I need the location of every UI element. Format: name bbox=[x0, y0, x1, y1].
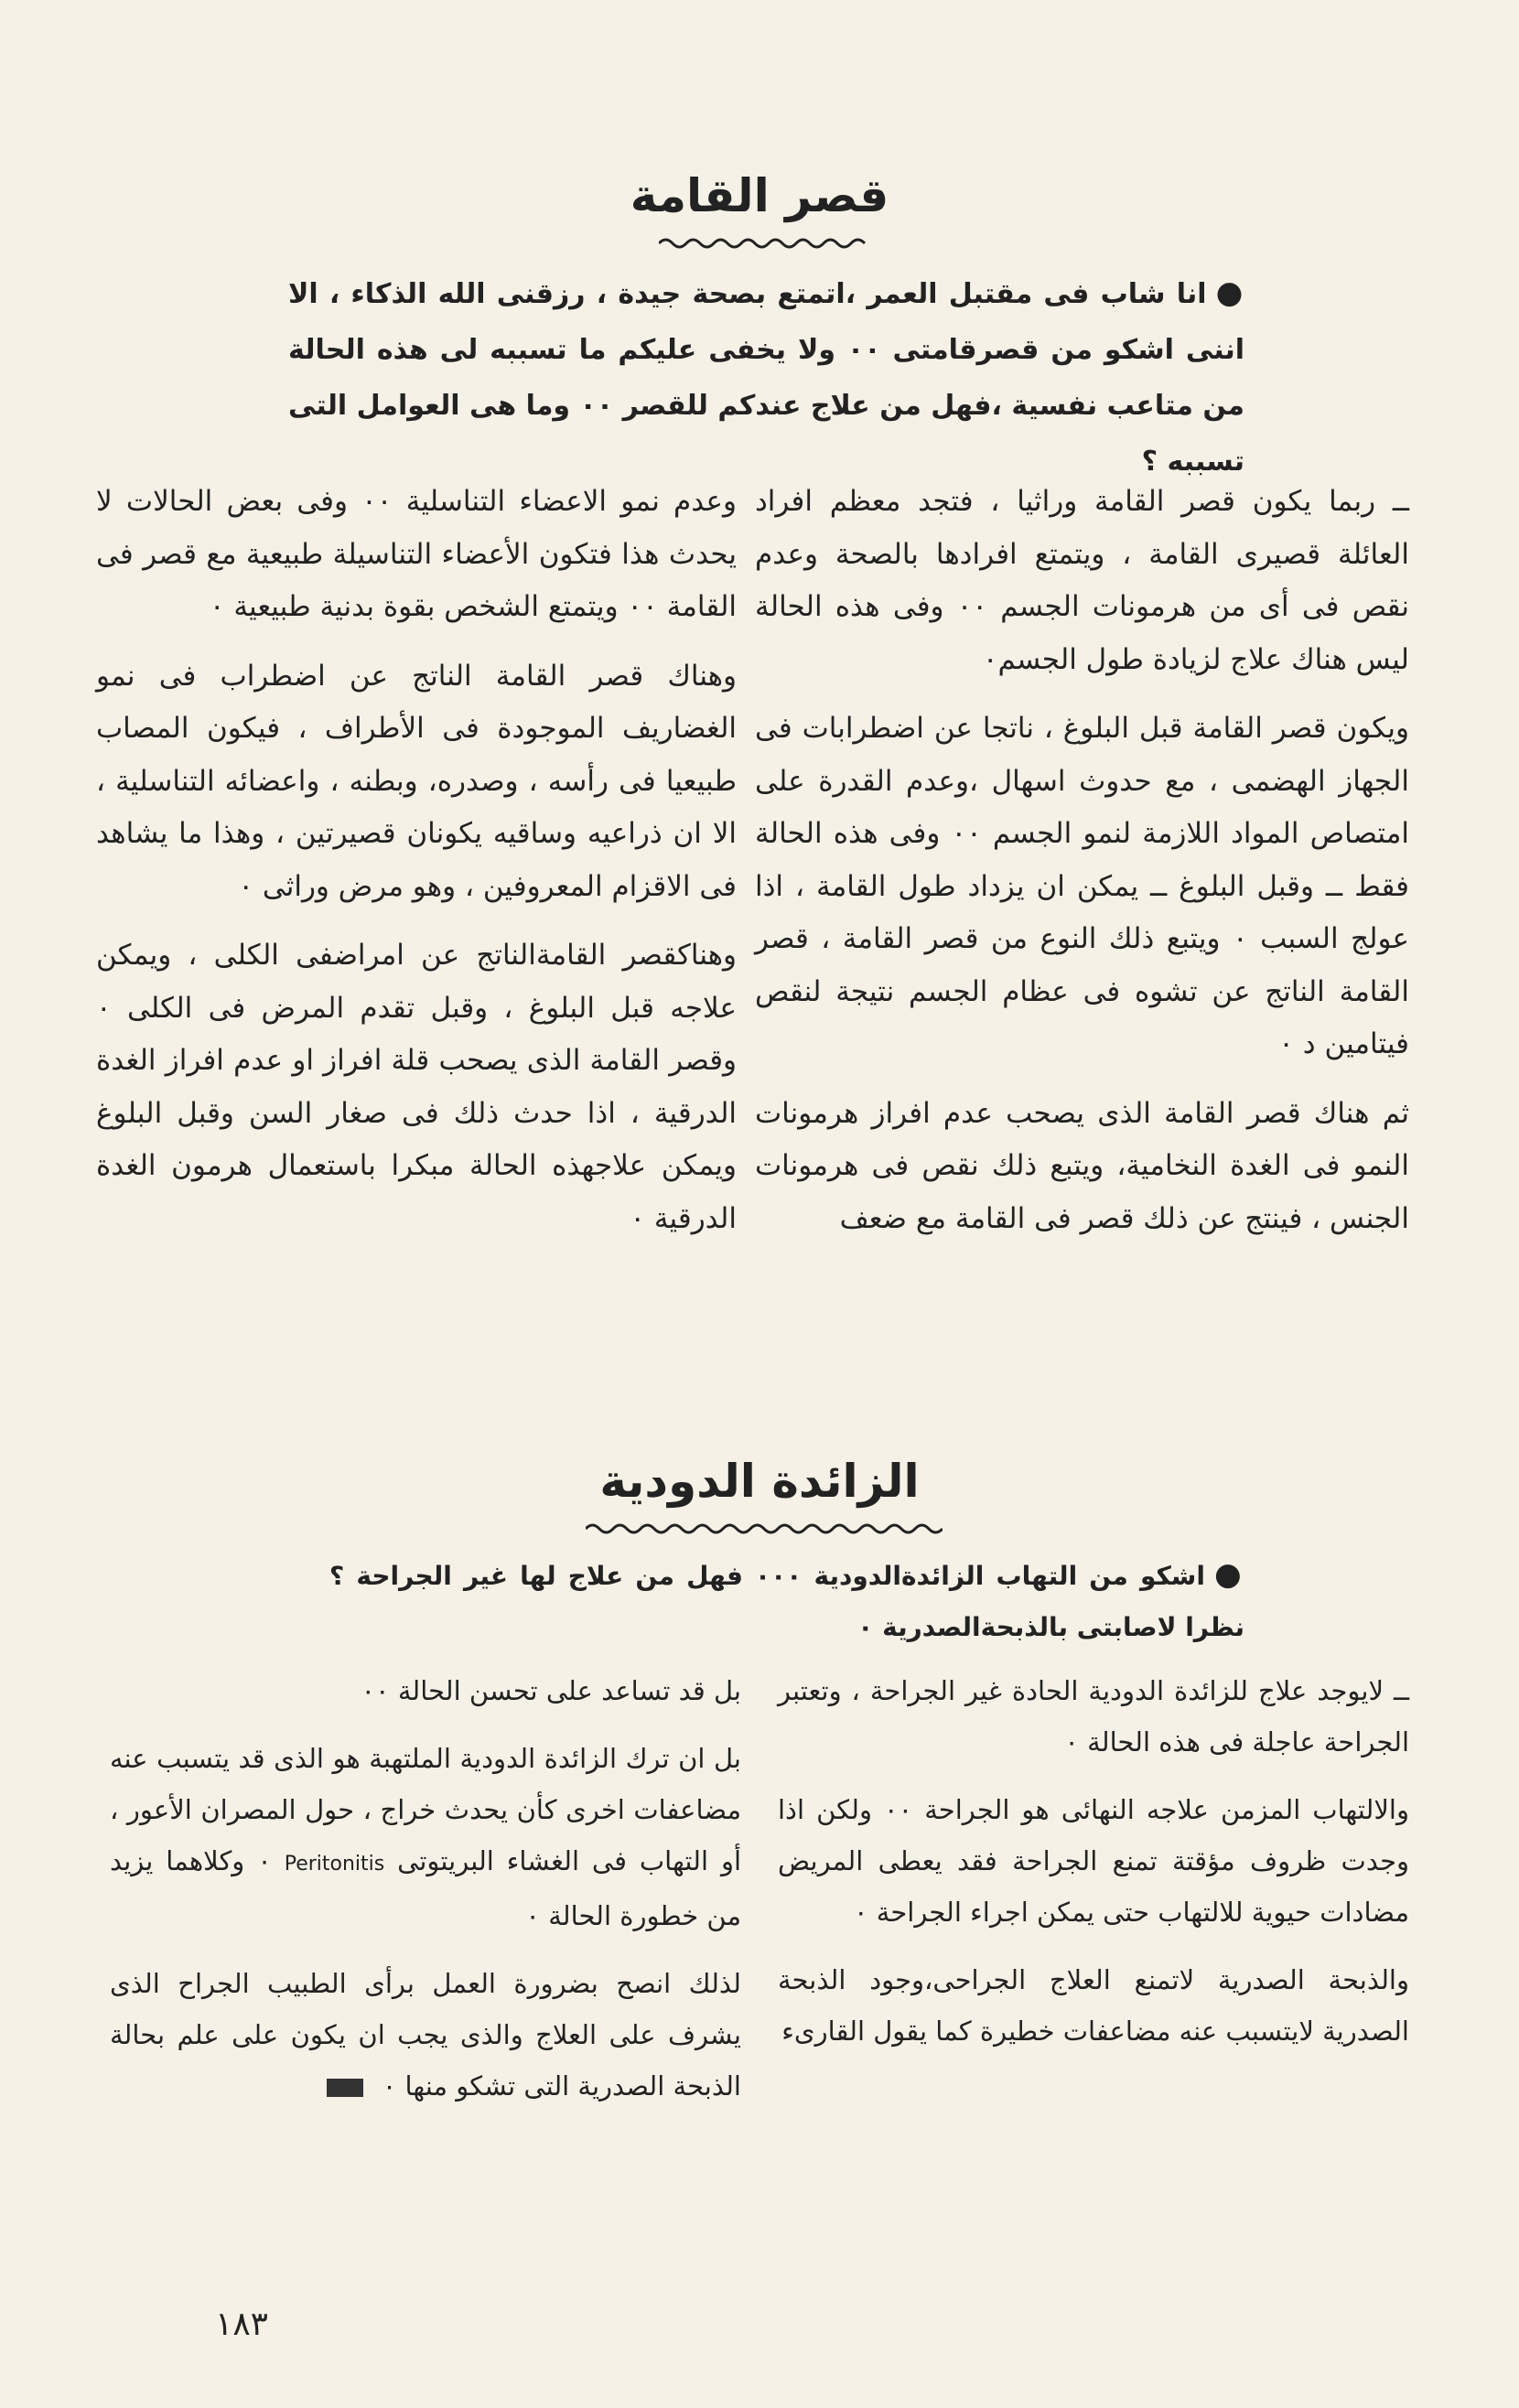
paragraph-text: ٠ وكلاهما يزيد من خطورة الحالة ٠ bbox=[110, 1845, 741, 1931]
answer-paragraph: وهناك قصر القامة الناتج عن اضطراب فى نمو الغضاريف الموجودة فى الأطراف ، فيكون المصاب طبيعيا فى رأسه ، وصدره، وبطنه ، واعضائه التناسلية ، الا ان ذراعيه وساقيه يكونان قصيرتين ، وهذا ما يشاهد فى الاقزام المعروفين ، وهو مرض وراثى ٠ bbox=[96, 659, 737, 903]
reader-question bbox=[288, 265, 1244, 489]
question-text: اشكو من التهاب الزائدةالدودية ٠٠٠ فهل من علاج لها غير الجراحة ؟ نظرا لاصابتى بالذبحةالصدرية ٠ bbox=[329, 1561, 1244, 1642]
answer-column-right bbox=[755, 476, 1409, 1262]
title-underline-ornament bbox=[586, 1521, 943, 1536]
answer-paragraph: والالتهاب المزمن علاجه النهائى هو الجراحة ٠٠ ولكن اذا وجدت ظروف مؤقتة تمنع الجراحة فقد يعطى المريض مضادات حيوية للالتهاب حتى يمكن اجراء الجراحة ٠ bbox=[778, 1794, 1409, 1928]
bullet-icon: ● bbox=[1213, 1556, 1245, 1593]
answer-column-left bbox=[110, 1665, 741, 2128]
answer-paragraph: وهناكقصر القامةالناتج عن امراضفى الكلى ، ويمكن علاجه قبل البلوغ ، وقبل تقدم المرض فى الكلى ٠ وقصر القامة الذى يصحب قلة افراز او عدم افراز الغدة الدرقية ، اذا حدث ذلك فى صغار السن وقبل البلوغ ويمكن علاجهذه الحالة مبكرا باستعمال هرمون الغدة الدرقية ٠ bbox=[96, 939, 737, 1235]
reader-question bbox=[329, 1549, 1244, 1653]
page-number: ١٨٣ bbox=[215, 2306, 269, 2343]
paragraph-text: بل ان ترك الزائدة الدودية الملتهبة هو الذى قد يتسبب عنه مضاعفات اخرى كأن يحدث خراج ، حول المصران الأعور ، أو التهاب فى الغشاء البريتوتى bbox=[110, 1743, 742, 1876]
answer-column-right bbox=[778, 1665, 1409, 2073]
answer-paragraph: ويكون قصر القامة قبل البلوغ ، ناتجا عن اضطرابات فى الجهاز الهضمى ، مع حدوث اسهال ،وعدم القدرة على امتصاص المواد اللازمة لنمو الجسم ٠٠ وفى هذه الحالة فقط ــ وقبل البلوغ ــ يمكن ان يزداد طول القامة ، اذا عولج السبب ٠ ويتبع ذلك النوع من قصر القامة ، قصر القامة الناتج عن تشوه فى عظام الجسم نتيجة لنقص فيتامين د ٠ bbox=[755, 712, 1410, 1060]
answer-paragraph: والذبحة الصدرية لاتمنع العلاج الجراحى،وجود الذبحة الصدرية لايتسبب عنه مضاعفات خطيرة كما يقول القارىء bbox=[778, 1964, 1409, 2047]
answer-column-left bbox=[96, 476, 737, 1262]
answer-paragraph: ثم هناك قصر القامة الذى يصحب عدم افراز هرمونات النمو فى الغدة النخامية، ويتبع ذلك نقص فى هرمونات الجنس ، فينتج عن ذلك قصر فى القامة مع ضعف bbox=[755, 1096, 1409, 1235]
answer-paragraph: ــ ربما يكون قصر القامة وراثيا ، فتجد معظم افراد العائلة قصيرى القامة ، ويتمتع افرادها بالصحة وعدم نقص فى أى من هرمونات الجسم ٠٠ وفى هذه الحالة ليس هناك علاج لزيادة طول الجسم٠ bbox=[755, 485, 1409, 676]
section-title-short-stature: قصر القامة bbox=[630, 169, 889, 222]
answer-paragraph: ــ لايوجد علاج للزائدة الدودية الحادة غير الجراحة ، وتعتبر الجراحة عاجلة فى هذه الحالة ٠ bbox=[778, 1675, 1409, 1758]
title-underline-ornament bbox=[659, 236, 869, 251]
answer-paragraph bbox=[110, 1733, 741, 1941]
answer-paragraph: بل قد تساعد على تحسن الحالة ٠٠ bbox=[361, 1675, 741, 1706]
paragraph-text: لذلك انصح بضرورة العمل برأى الطبيب الجراح الذى يشرف على العلاج والذى يجب ان يكون على علم بحالة الذبحة الصدرية التى تشكو منها ٠ bbox=[110, 1968, 741, 2102]
ink-blot bbox=[327, 2079, 363, 2097]
section-title-appendix: الزائدة الدودية bbox=[599, 1455, 920, 1508]
latin-term: Peritonitis bbox=[284, 1853, 385, 1876]
bullet-icon: ● bbox=[1215, 274, 1245, 311]
question-text: انا شاب فى مقتبل العمر ،اتمتع بصحة جيدة ، رزقنى الله الذكاء ، الا اننى اشكو من قصرقامتى ٠٠ ولا يخفى عليكم ما تسببه لى هذه الحالة من متاعب نفسية ،فهل من علاج عندكم للقصر ٠٠ وما هى العوامل التى تسببه ؟ bbox=[288, 278, 1244, 478]
answer-paragraph bbox=[110, 1958, 741, 2112]
answer-paragraph: وعدم نمو الاعضاء التناسلية ٠٠ وفى بعض الحالات لا يحدث هذا فتكون الأعضاء التناسيلة طبيعية مع قصر فى القامة ٠٠ ويتمتع الشخص بقوة بدنية طبيعية ٠ bbox=[96, 485, 737, 623]
